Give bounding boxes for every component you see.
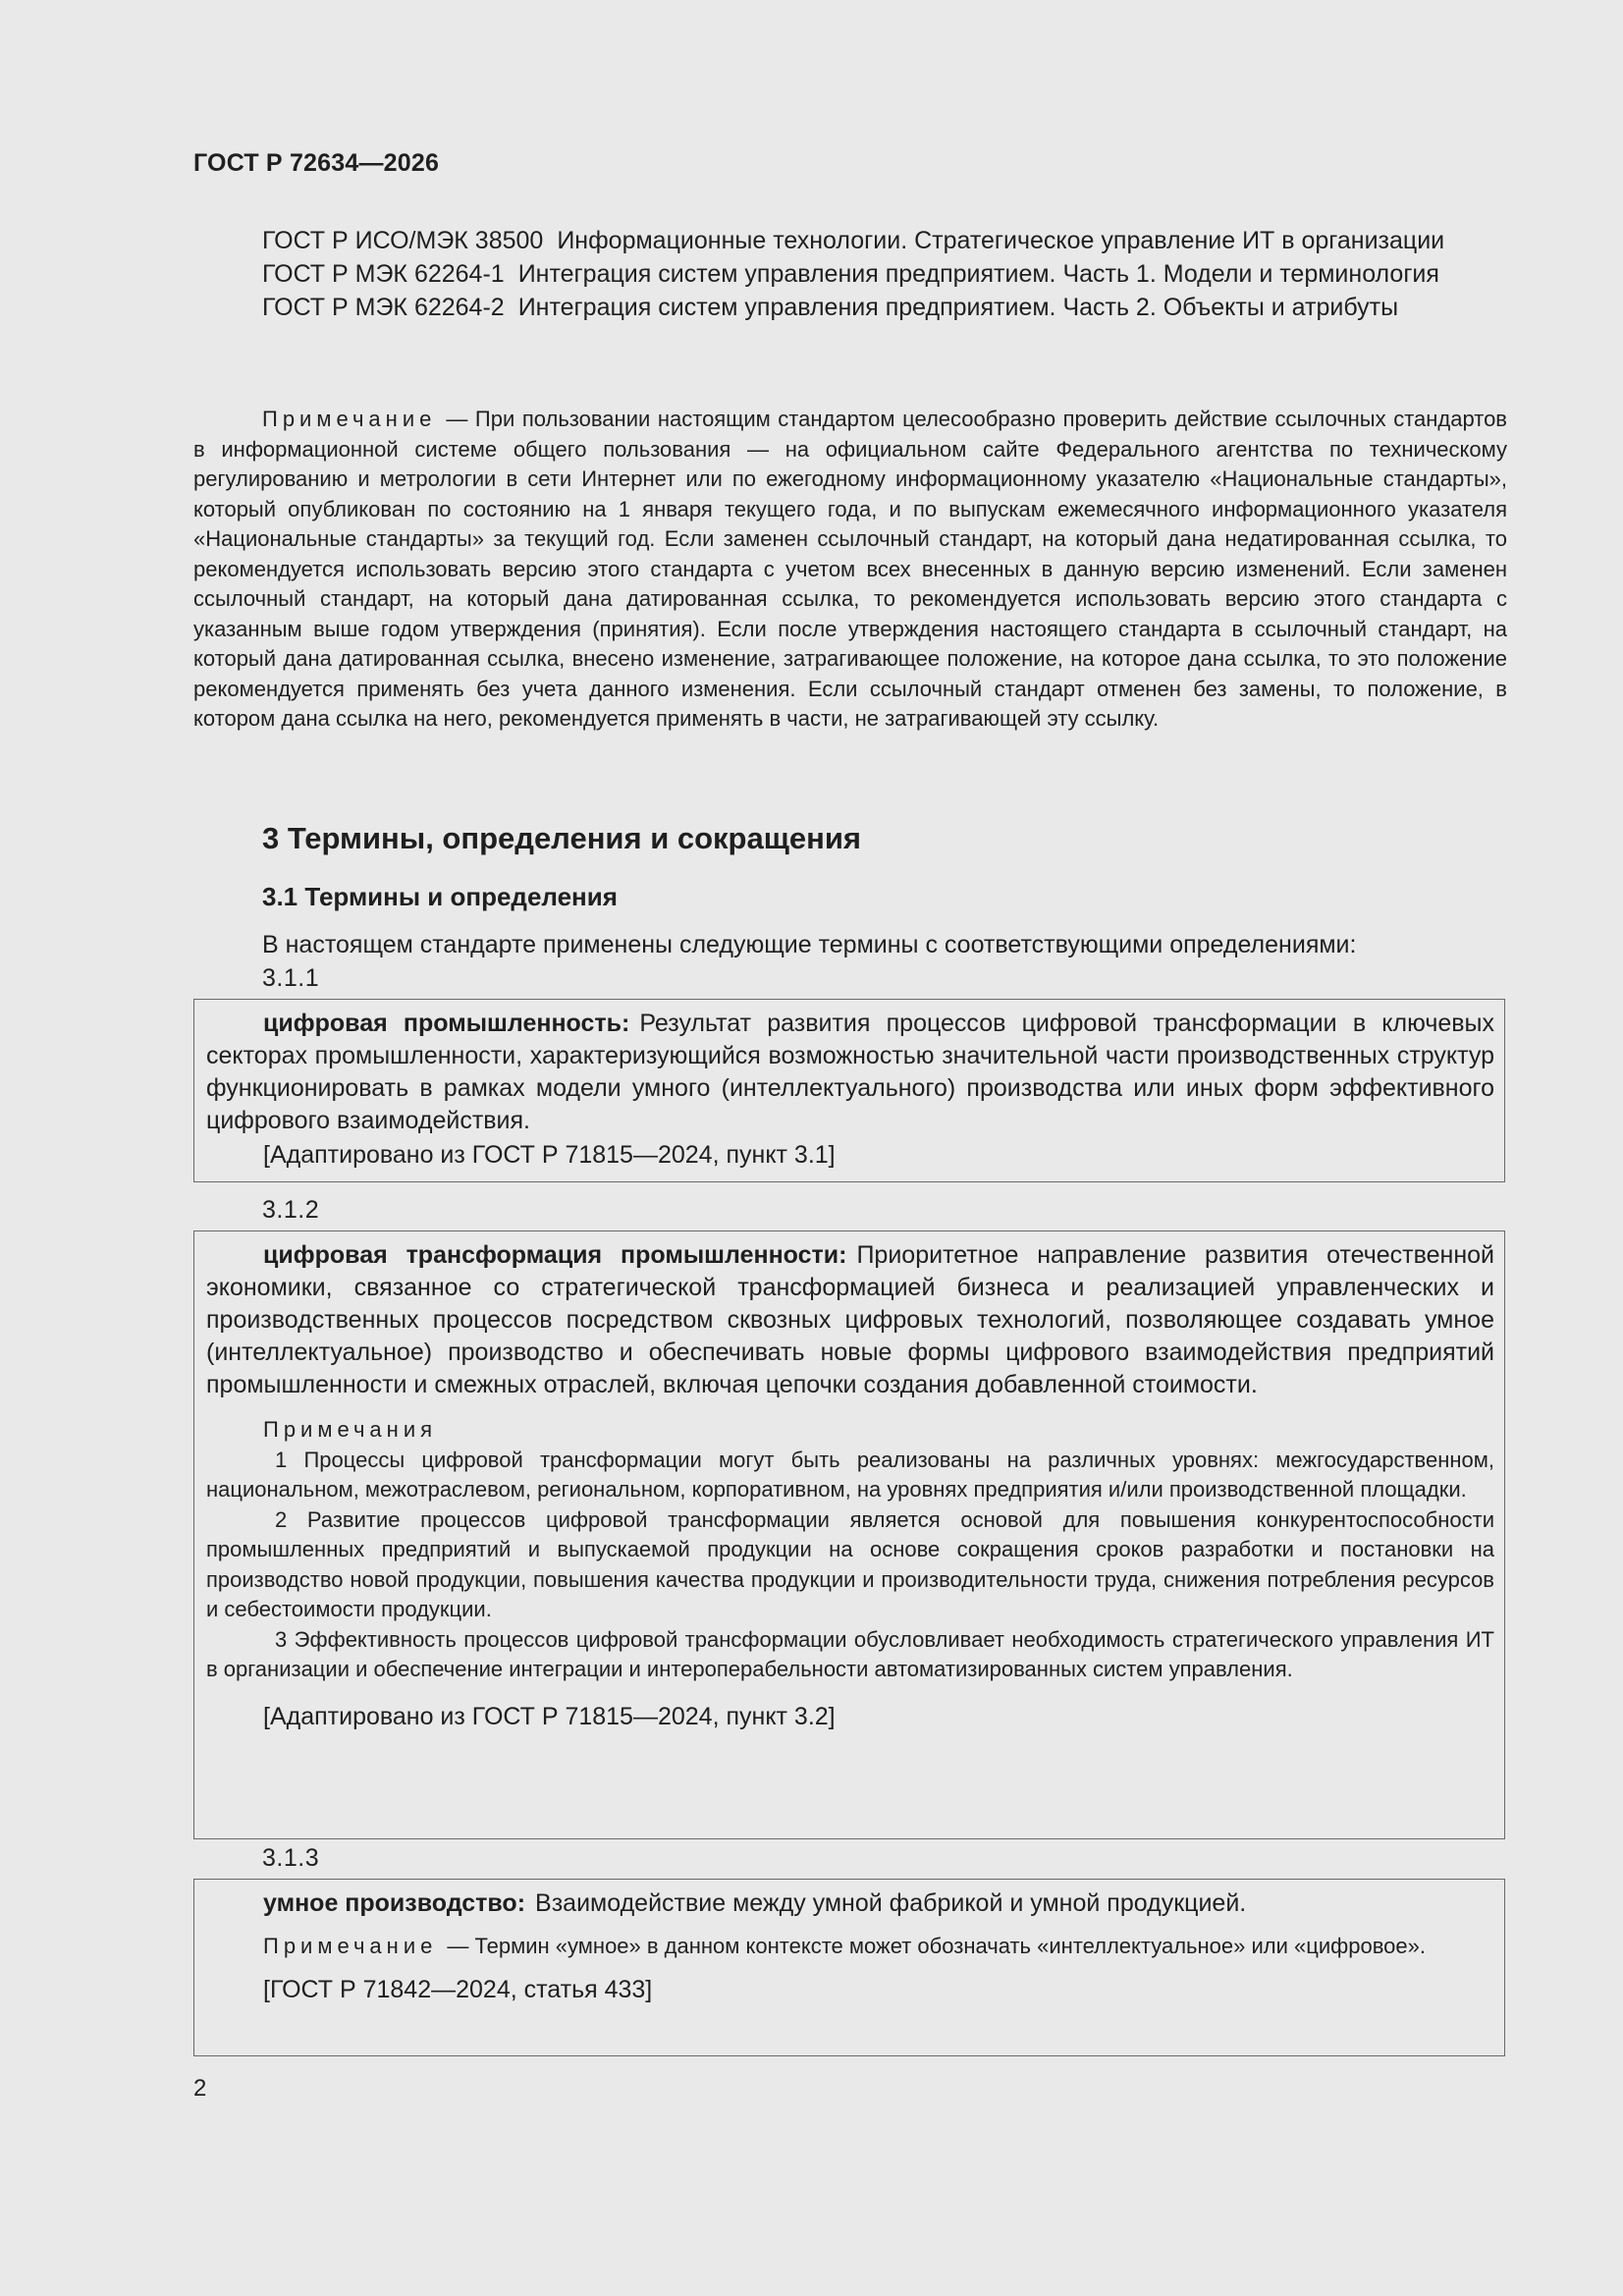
note-text: — При пользовании настоящим стандартом целесообразно проверить действие ссылочных стандартов в информационной системе общего пользования — на официальном сайте Федерального агентства по техническому регулированию и метрологии в сети Интернет или по ежегодному информационному указателю «Национальные стандарты», который опубликован по состоянию на 1 января текущего года, и по выпускам ежемесячного информационного указателя «Национальные стандарты» за текущий год. Если заменен ссылочный стандарт, на который дана недатированная ссылка, то рекомендуется использовать версию этого стандарта с учетом всех внесенных в данную версию изменений. Если заменен ссылочный стандарт, на который дана датированная ссылка, то рекомендуется использовать версию этого стандарта с указанным выше годом утверждения (принятия). Если после утверждения настоящего стандарта в ссылочный стандарт, на который дана датированная ссылка, внесено изменение, затрагивающее положение, на которое дана ссылка, то это положение рекомендуется применять без учета данного изменения. Если ссылочный стандарт отменен без замены, то положение, в котором дана ссылка на него, рекомендуется применять в части, не затрагивающей эту ссылку. <box>193 407 1507 731</box>
term-box <box>193 1230 1505 1839</box>
reference-code: ГОСТ Р МЭК 62264-2 <box>262 294 505 321</box>
reference-code: ГОСТ Р ИСО/МЭК 38500 <box>262 227 544 254</box>
reference-item <box>193 224 1507 257</box>
definition-text: Взаимодействие между умной фабрикой и умной продукцией. <box>535 1889 1247 1917</box>
definition-text: Приоритетное направление развития отечественной экономики, связанное со стратегической трансформацией бизнеса и реализацией управленческих и производственных процессов посредством сквозных цифровых технологий, позволяющее создавать умное (интеллектуальное) производство и обеспечивать новые формы цифрового взаимодействия предприятий промышленности и смежных отраслей, включая цепочки создания добавленной стоимости. <box>206 1241 1494 1398</box>
section-intro: В настоящем стандарте применены следующие термины с соответствующими определениями: <box>262 931 1357 958</box>
term-box <box>193 999 1505 1182</box>
term-source: [ГОСТ Р 71842—2024, статья 433] <box>263 1975 653 2003</box>
note-item: 3 Эффективность процессов цифровой трансформации обусловливает необходимость стратегического управления ИТ в организации и обеспечение интеграции и интероперабельности автоматизированных систем управления. <box>206 1626 1494 1681</box>
term-name: цифровая трансформация промышленности: <box>263 1241 847 1269</box>
term-note <box>206 1932 1494 1962</box>
note-label: Примечание <box>263 1934 438 1958</box>
note-label: Примечание <box>262 407 437 431</box>
term-notes <box>206 1415 1494 1685</box>
term-name: цифровая промышленность: <box>263 1010 630 1037</box>
term-name: умное производство: <box>263 1889 526 1917</box>
normative-references <box>193 224 1507 324</box>
notes-label: Примечания <box>263 1417 438 1442</box>
reference-item <box>193 257 1507 291</box>
term-definition <box>206 1239 1494 1401</box>
section-title: 3 Термины, определения и сокращения <box>262 821 861 855</box>
term-source: [Адаптировано из ГОСТ Р 71815—2024, пункт 3.2] <box>263 1702 836 1730</box>
page-number: 2 <box>193 2075 207 2102</box>
reference-code: ГОСТ Р МЭК 62264-1 <box>262 260 505 288</box>
term-number: 3.1.3 <box>262 1844 320 1872</box>
term-definition <box>206 1008 1494 1137</box>
reference-title: Информационные технологии. Стратегическое управление ИТ в организации <box>557 227 1445 254</box>
definition-text: Результат развития процессов цифровой трансформации в ключевых секторах промышленности, характеризующийся возможностью значительной части производственных структур функционировать в рамках модели умного (интеллектуального) производства или иных форм эффективного цифрового взаимодействия. <box>206 1010 1494 1134</box>
reference-title: Интеграция систем управления предприятием. Часть 2. Объекты и атрибуты <box>517 294 1399 321</box>
standard-header: ГОСТ Р 72634—2026 <box>193 149 440 177</box>
term-source: [Адаптировано из ГОСТ Р 71815—2024, пункт 3.1] <box>263 1141 836 1169</box>
note-text: — Термин «умное» в данном контексте может обозначать «интеллектуальное» или «цифровое». <box>447 1934 1426 1958</box>
term-number: 3.1.1 <box>262 964 320 992</box>
term-number: 3.1.2 <box>262 1196 320 1224</box>
subsection-title: 3.1 Термины и определения <box>262 882 618 911</box>
reference-note <box>193 405 1507 735</box>
note-item: 1 Процессы цифровой трансформации могут быть реализованы на различных уровнях: межгосударственном, национальном, межотраслевом, региональном, корпоративном, на уровнях предприятия и/или производственной площадки. <box>206 1447 1494 1502</box>
term-box <box>193 1879 1505 2056</box>
reference-item <box>193 291 1507 324</box>
term-definition <box>206 1887 1494 1920</box>
note-item: 2 Развитие процессов цифровой трансформации является основой для повышения конкурентоспособности промышленных предприятий и выпускаемой продукции на основе сокращения сроков разработки и постановки на производство новой продукции, повышения качества продукции и производительности труда, снижения потребления ресурсов и себестоимости продукции. <box>206 1506 1494 1621</box>
reference-title: Интеграция систем управления предприятием. Часть 1. Модели и терминология <box>517 260 1439 288</box>
